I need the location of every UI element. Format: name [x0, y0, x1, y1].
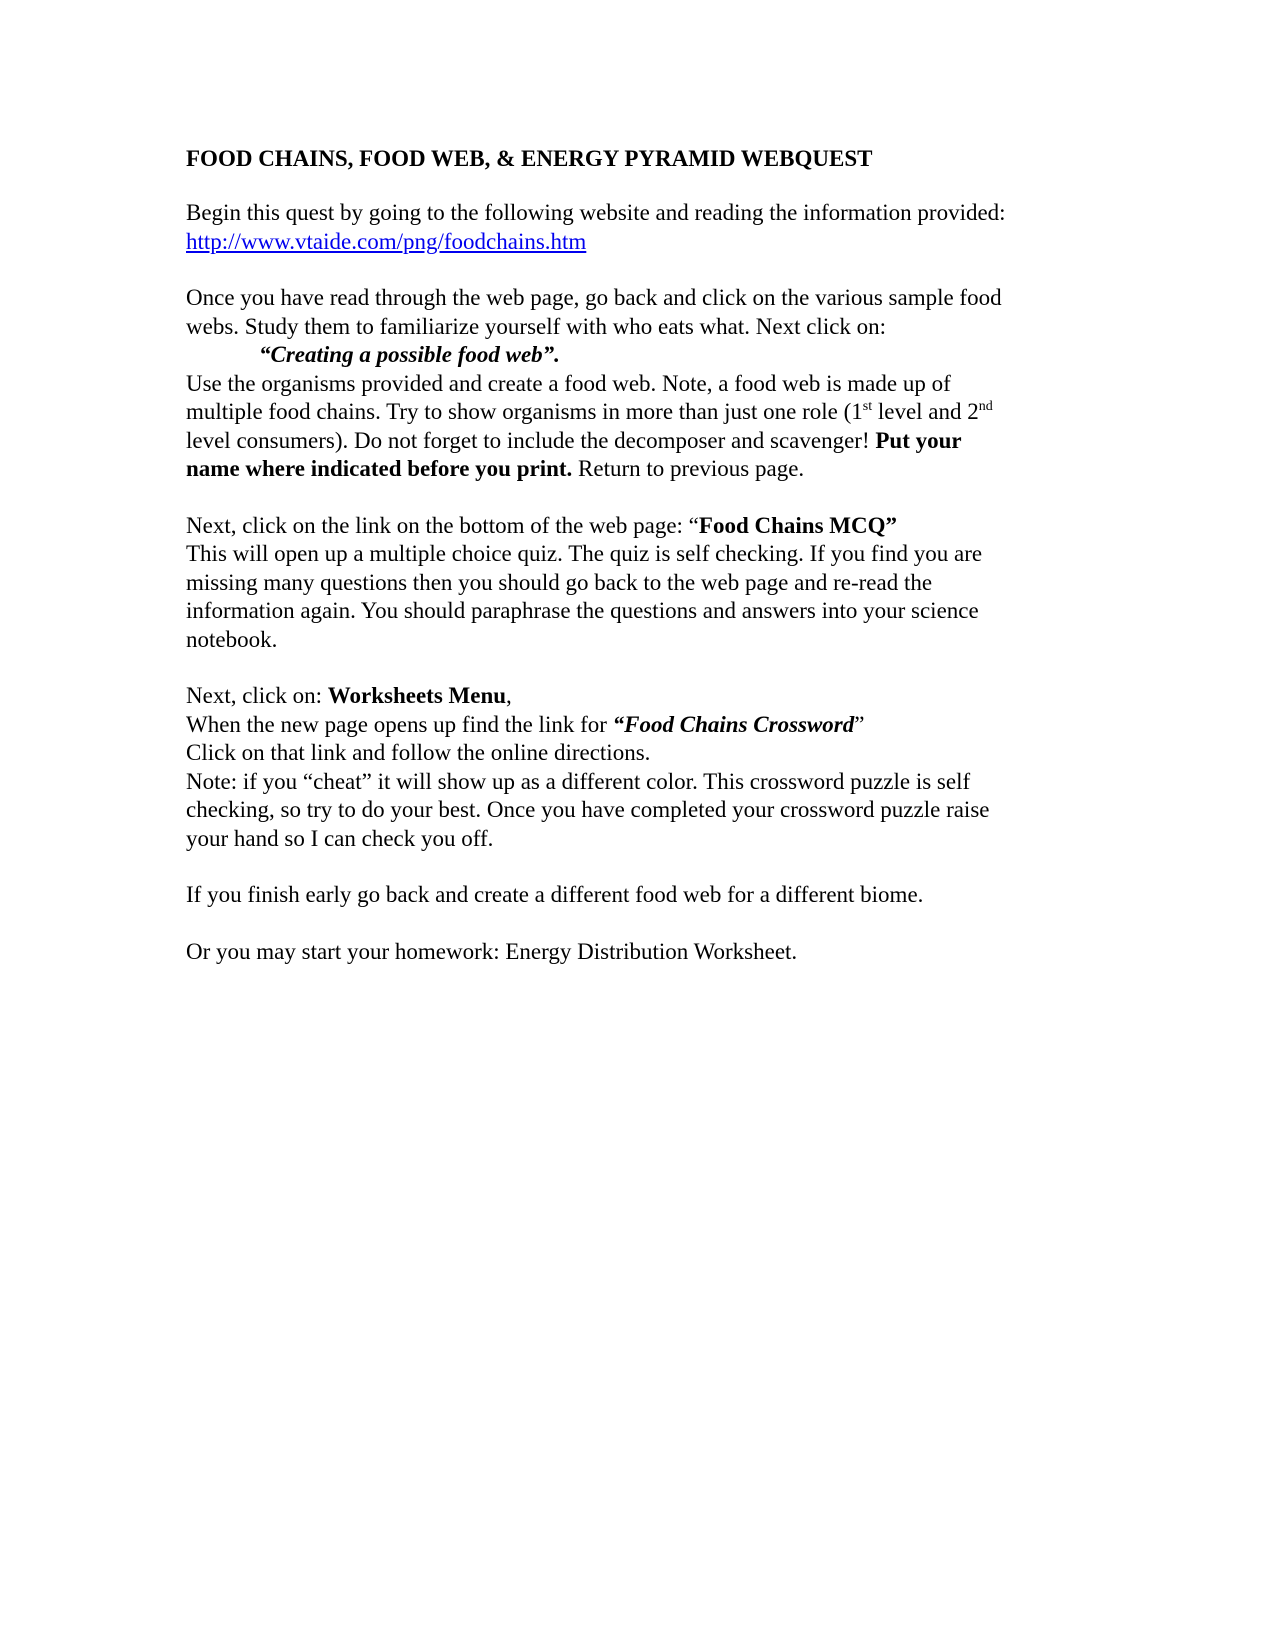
crossword-line-1: Next, click on: Worksheets Menu, — [186, 683, 512, 708]
mcq-line-2: This will open up a multiple choice quiz. The quiz is self checking. If you find you are — [186, 541, 983, 566]
mcq-line-3: missing many questions then you should go back to the web page and re-read the — [186, 569, 933, 595]
mcq-line-1: Next, click on the link on the bottom of the web page: “Food Chains MCQ” — [186, 512, 897, 538]
mcq-line-4: information again. You should paraphrase the questions and answers into your science — [186, 598, 979, 623]
food-web-line-5: level consumers). Do not forget to include the decomposer and scavenger! Put your — [186, 427, 962, 453]
creating-food-web-quote: “Creating a possible food web”. — [259, 342, 560, 367]
food-web-line-2: webs. Study them to familiarize yourself with who eats what. Next click on: — [186, 313, 887, 339]
mcq-line-5: notebook. — [186, 626, 278, 652]
extra-paragraph-2: Or you may start your homework: Energy Distribution Worksheet. — [186, 938, 798, 964]
print-instruction-bold-1: Put your — [875, 427, 962, 453]
crossword-link-name: “Food Chains Crossword — [612, 711, 855, 737]
website-link[interactable]: http://www.vtaide.com/png/foodchains.htm — [186, 228, 587, 254]
mcq-paragraph — [186, 512, 1086, 655]
crossword-line-5: checking, so try to do your best. Once you have completed your crossword puzzle raise — [186, 797, 990, 822]
print-instruction-bold-2: name where indicated before you print. — [186, 456, 573, 481]
mcq-link-name: Food Chains MCQ” — [698, 512, 897, 538]
crossword-line-4: Note: if you “cheat” it will show up as a different color. This crossword puzzle is self — [186, 768, 971, 794]
worksheets-menu-name: Worksheets Menu — [327, 683, 507, 708]
extra-paragraph-1: If you finish early go back and create a different food web for a different biome. — [186, 882, 924, 907]
crossword-paragraph — [186, 682, 1086, 853]
intro-text: Begin this quest by going to the following website and reading the information provided: — [186, 200, 1006, 225]
food-web-line-4: multiple food chains. Try to show organisms in more than just one role (1st level and 2nd — [186, 399, 993, 424]
crossword-line-2: When the new page opens up find the link for “Food Chains Crossword” — [186, 711, 865, 737]
crossword-line-3: Click on that link and follow the online directions. — [186, 740, 651, 765]
food-web-line-6: name where indicated before you print. Return to previous page. — [186, 456, 805, 481]
superscript-st: st — [862, 399, 873, 414]
food-web-paragraph — [186, 284, 1086, 484]
food-web-line-1: Once you have read through the web page, go back and click on the various sample food — [186, 285, 1002, 310]
intro-paragraph — [186, 199, 1086, 256]
superscript-nd: nd — [978, 399, 993, 414]
document-title: FOOD CHAINS, FOOD WEB, & ENERGY PYRAMID WEBQUEST — [186, 146, 873, 171]
crossword-line-6: your hand so I can check you off. — [186, 825, 494, 851]
document-body — [186, 145, 1086, 994]
food-web-line-3: Use the organisms provided and create a food web. Note, a food web is made up of — [186, 370, 951, 396]
